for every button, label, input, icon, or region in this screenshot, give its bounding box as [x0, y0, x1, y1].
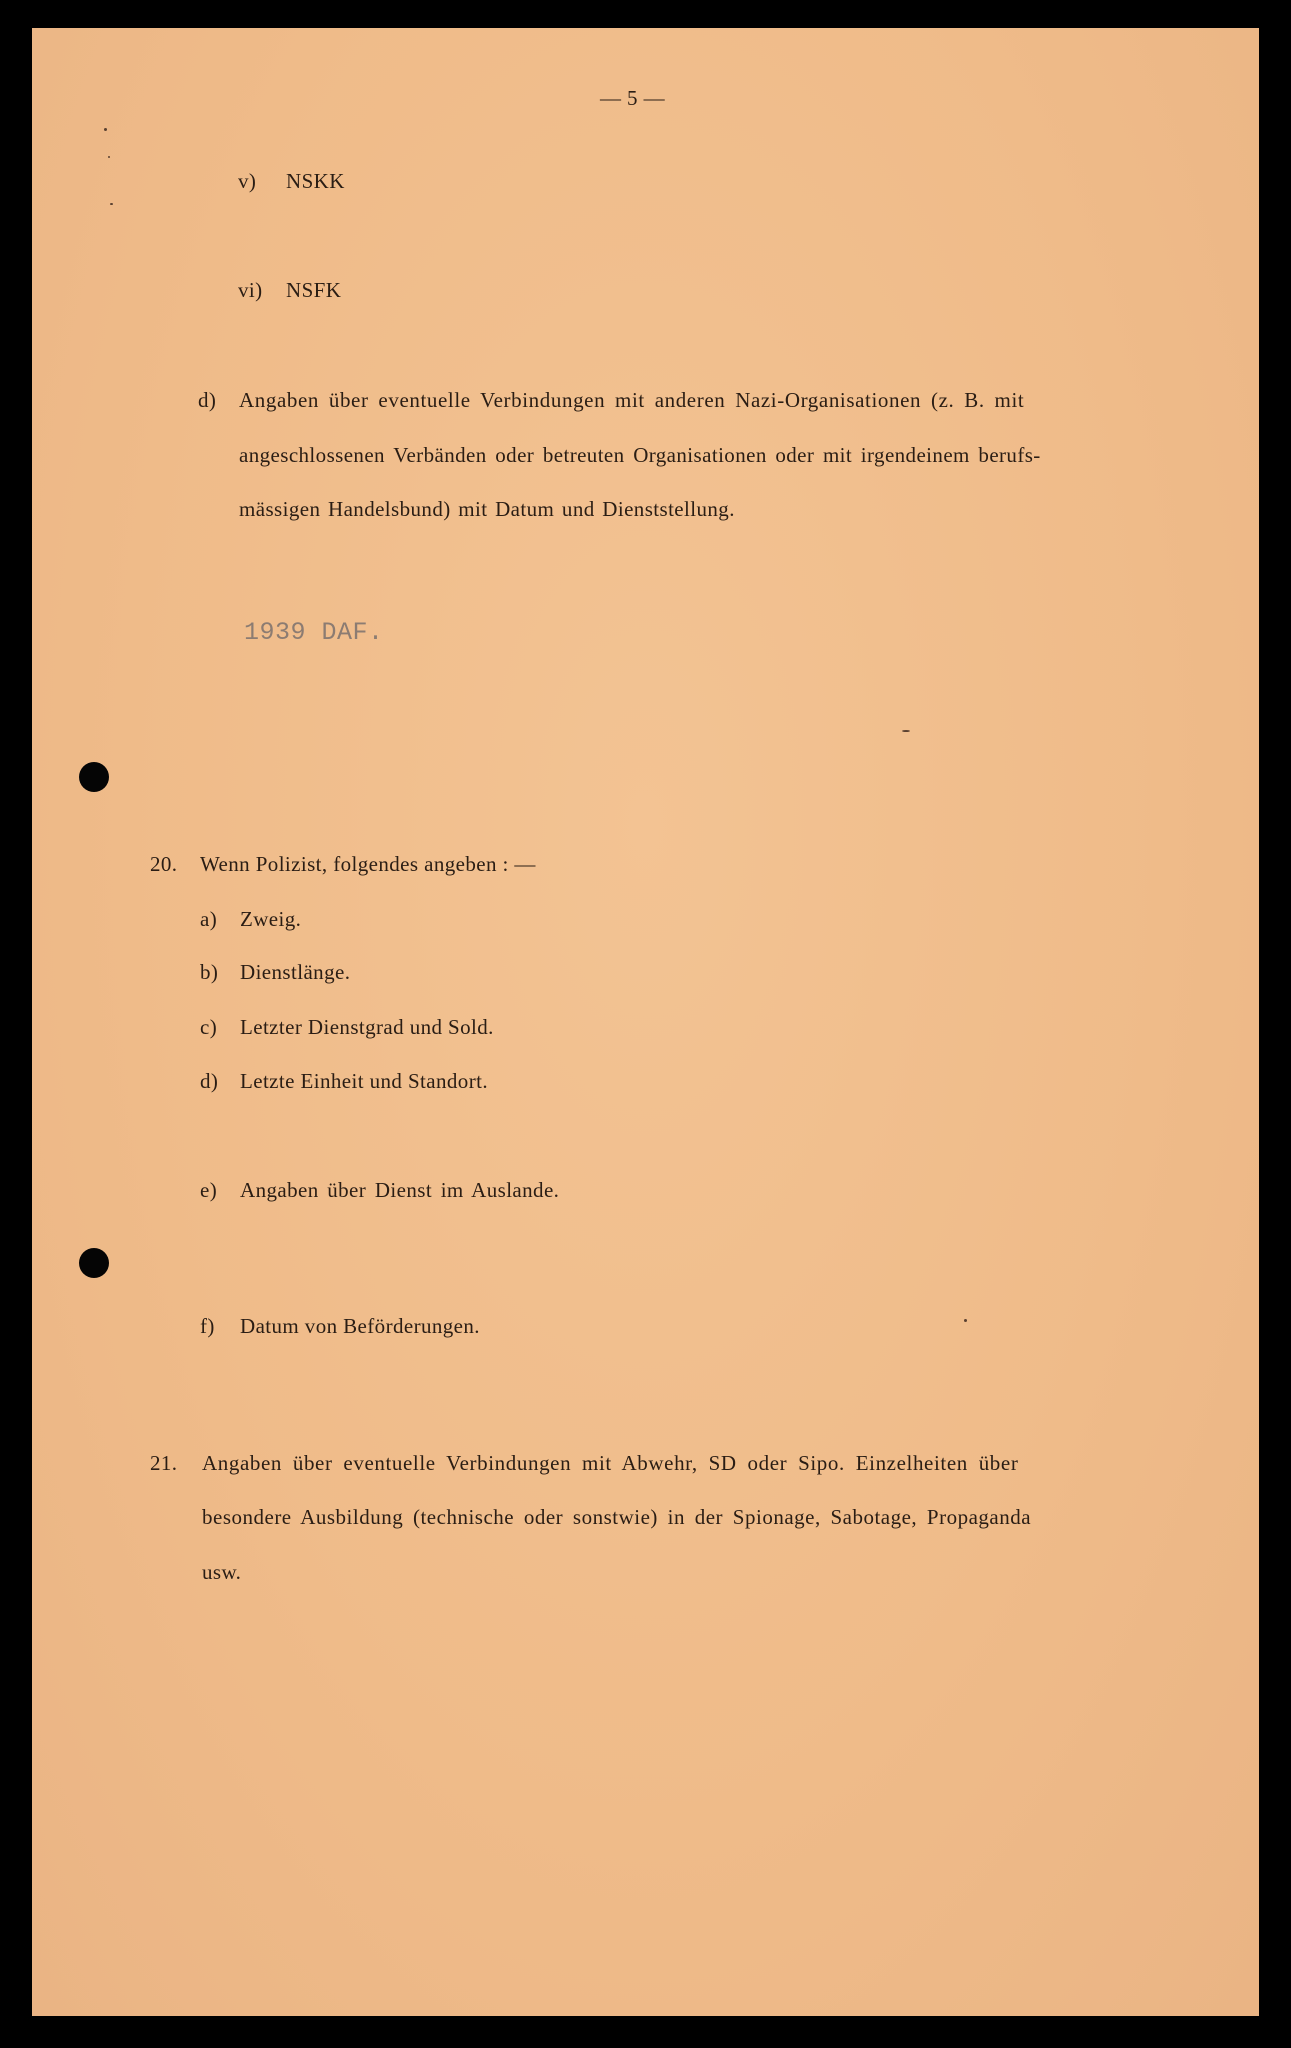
item-text: Zweig.	[240, 907, 302, 931]
item-marker: v)	[238, 169, 257, 193]
item-text: Letzter Dienstgrad und Sold.	[240, 1015, 494, 1039]
question-number: 21.	[150, 1451, 178, 1475]
item-marker: b)	[200, 960, 219, 984]
typed-answer: 1939 DAF.	[244, 618, 384, 647]
item-text: Letzte Einheit und Standort.	[240, 1069, 488, 1093]
paper-speck	[110, 203, 113, 205]
paper-speck	[104, 128, 107, 131]
question-number: 20.	[150, 852, 178, 876]
paper-speck	[964, 1319, 967, 1322]
paper-speck	[902, 730, 910, 732]
punch-hole-bottom	[79, 1248, 109, 1278]
item-text: NSFK	[286, 278, 342, 302]
item-marker: c)	[200, 1015, 218, 1039]
paper-speck	[108, 156, 110, 158]
item-marker: d)	[200, 1069, 219, 1093]
section-d-marker: d)	[198, 388, 217, 412]
item-text: Dienstlänge.	[240, 960, 351, 984]
item-marker: a)	[200, 907, 218, 931]
item-text: NSKK	[286, 169, 345, 193]
question-line: besondere Ausbildung (technische oder sonstwie) in der Spionage, Sabotage, Propaganda	[202, 1505, 1032, 1529]
item-marker: vi)	[238, 278, 263, 302]
item-text: Datum von Beförderungen.	[240, 1314, 480, 1338]
question-line: usw.	[202, 1560, 242, 1584]
page-number: — 5 —	[600, 86, 665, 110]
item-marker: f)	[200, 1314, 215, 1338]
question-text: Wenn Polizist, folgendes angeben : —	[200, 852, 536, 876]
question-line: Angaben über eventuelle Verbindungen mit Abwehr, SD oder Sipo. Einzelheiten über	[202, 1451, 1019, 1475]
item-marker: e)	[200, 1178, 218, 1202]
section-d-line: Angaben über eventuelle Verbindungen mit anderen Nazi-Organisationen (z. B. mit	[239, 388, 1025, 412]
section-d-line: angeschlossenen Verbänden oder betreuten Organisationen oder mit irgendeinem berufs-	[239, 443, 1041, 467]
document-page	[32, 28, 1259, 2016]
item-text: Angaben über Dienst im Auslande.	[240, 1178, 560, 1202]
punch-hole-top	[79, 762, 109, 792]
section-d-line: mässigen Handelsbund) mit Datum und Dienststellung.	[239, 497, 735, 521]
